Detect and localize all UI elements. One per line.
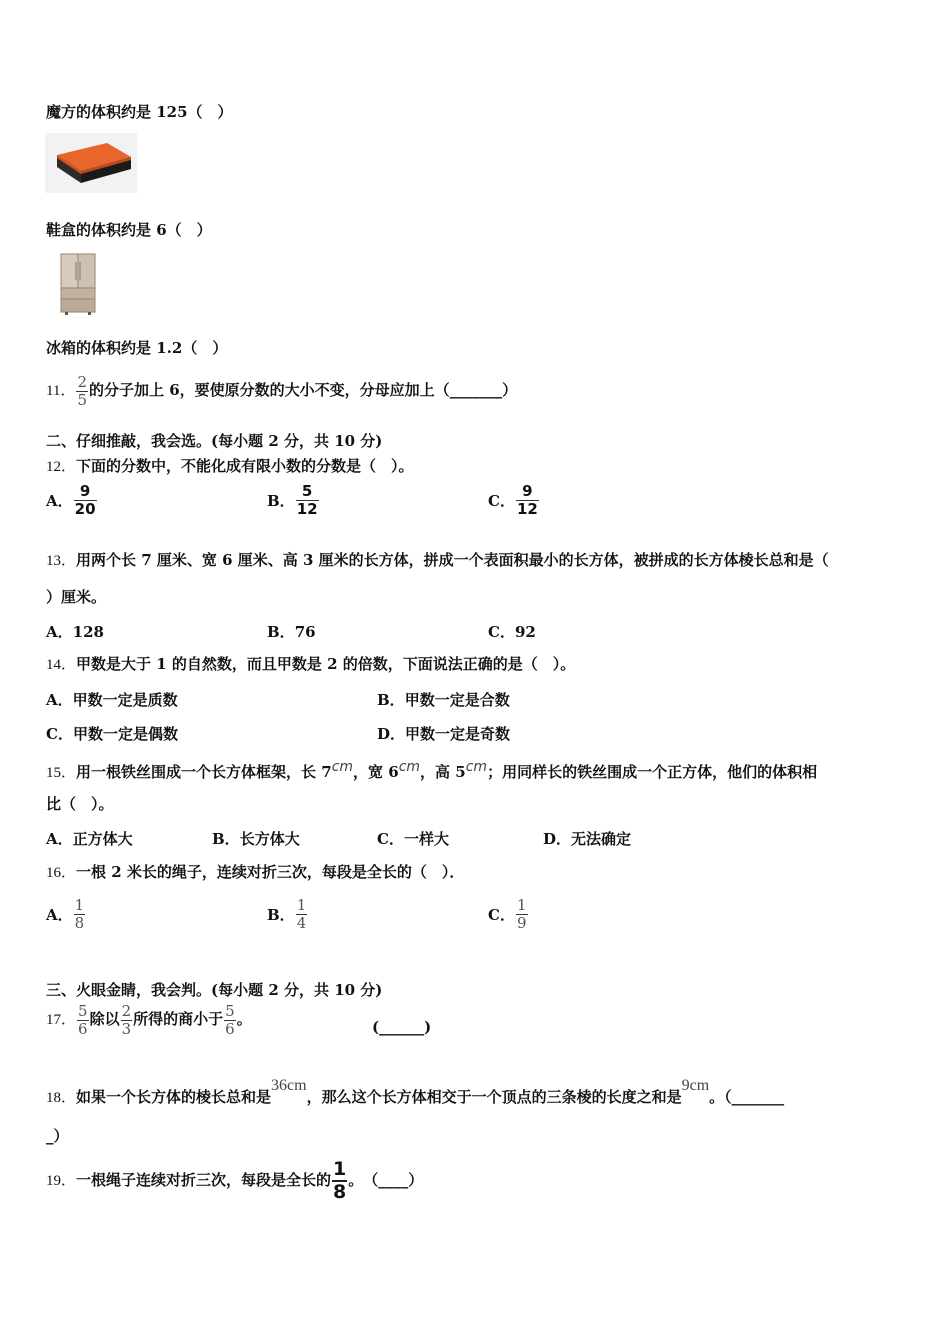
q15-option-a[interactable]: A．正方体大	[46, 830, 133, 848]
item-fridge-volume: 冰箱的体积约是 1.2（ ）	[46, 339, 228, 357]
section-3-title: 三、火眼金睛，我会判。(每小题 2 分，共 10 分)	[46, 981, 383, 999]
q16-option-a[interactable]: A． $\frac{1}{8}$	[46, 896, 85, 932]
q15-option-b[interactable]: B．长方体大	[212, 830, 300, 848]
question-13-cont: ）厘米。	[46, 588, 107, 606]
item-shoebox-volume: 鞋盒的体积约是 6（ ）	[46, 221, 212, 239]
section-2-title: 二、仔细推敲，我会选。(每小题 2 分，共 10 分)	[46, 432, 383, 450]
q16-option-b[interactable]: B． $\frac{1}{4}$	[267, 896, 307, 932]
question-13: 13．用两个长 7 厘米、宽 6 厘米、高 3 厘米的长方体，拼成一个表面积最小的长方体，被拼成的长方体棱长总和是（	[46, 551, 829, 569]
q19-answer-blank[interactable]: 。 （____）	[348, 1171, 424, 1189]
q14-option-a[interactable]: A．甲数一定是质数	[46, 691, 178, 709]
question-18-cont: _）	[46, 1127, 69, 1145]
item-cube-volume: 魔方的体积约是 125（ ）	[46, 103, 233, 121]
orange-box-image	[45, 133, 137, 193]
question-11	[46, 372, 517, 409]
question-15-cont: 比（ ）。	[46, 795, 114, 813]
q17-answer-blank[interactable]: (______)	[372, 1018, 432, 1036]
q12-option-a[interactable]: A． $\frac{9}{20}$	[46, 482, 96, 518]
fraction: $\frac{1}{4}$	[296, 896, 307, 932]
fraction: $\frac{9}{12}$	[516, 482, 538, 518]
q12-option-c[interactable]: C． $\frac{9}{12}$	[488, 482, 538, 518]
fraction: $\frac{1}{8}$	[333, 1158, 347, 1203]
fraction: $\frac{5}{6}$	[78, 1001, 88, 1038]
q12-option-b[interactable]: B． $\frac{5}{12}$	[267, 482, 318, 518]
question-16: 16．一根 2 米长的绳子，连续对折三次，每段是全长的（ ）．	[46, 863, 465, 881]
question-12: 12．下面的分数中，不能化成有限小数的分数是（ ）。	[46, 457, 414, 475]
fraction: $\frac{2}{3}$	[121, 1001, 132, 1038]
q14-option-b[interactable]: B．甲数一定是合数	[377, 691, 510, 709]
q13-option-a[interactable]: A．128	[46, 623, 104, 641]
q16-option-c[interactable]: C． $\frac{1}{9}$	[488, 896, 527, 932]
fraction: $\frac{2}{5}$	[77, 372, 87, 409]
q18-answer-blank[interactable]: 。（_______	[709, 1088, 785, 1106]
question-18: 18．如果一个长方体的棱长总和是36cm，那么这个长方体相交于一个顶点的三条棱的长度之和是9cm。（_______	[46, 1077, 785, 1106]
question-15: 15．用一根铁丝围成一个长方体框架，长 7cm，宽 6cm，高 5cm；用同样长的铁丝围成一个正方体，他们的体积相	[46, 759, 818, 781]
question-14: 14．甲数是大于 1 的自然数，而且甲数是 2 的倍数，下面说法正确的是（ ）。	[46, 655, 576, 673]
fraction: $\frac{5}{6}$	[225, 1001, 235, 1038]
fraction: $\frac{1}{8}$	[74, 896, 85, 932]
question-number: 11．	[46, 383, 76, 399]
fraction: $\frac{5}{12}$	[296, 482, 318, 518]
q14-option-c[interactable]: C．甲数一定是偶数	[46, 725, 178, 743]
q14-option-d[interactable]: D．甲数一定是奇数	[377, 725, 511, 743]
question-19: 19．一根绳子连续对折三次，每段是全长的 $\frac{1}{8}$ 。 （____）	[46, 1158, 424, 1203]
fraction: $\frac{9}{20}$	[74, 482, 96, 518]
question-text: 的分子加上 6，要使原分数的大小不变，分母应加上（_______）	[89, 381, 518, 399]
q15-option-d[interactable]: D．无法确定	[543, 830, 632, 848]
q15-option-c[interactable]: C．一样大	[377, 830, 449, 848]
q13-option-b[interactable]: B．76	[267, 623, 316, 641]
question-17: 17． $\frac{5}{6}$ 除以 $\frac{2}{3}$ 所得的商小于 $\frac{5}{6}$ 。	[46, 1001, 252, 1038]
q13-option-c[interactable]: C．92	[488, 623, 536, 641]
refrigerator-image	[58, 252, 98, 316]
fraction: $\frac{1}{9}$	[516, 896, 527, 932]
